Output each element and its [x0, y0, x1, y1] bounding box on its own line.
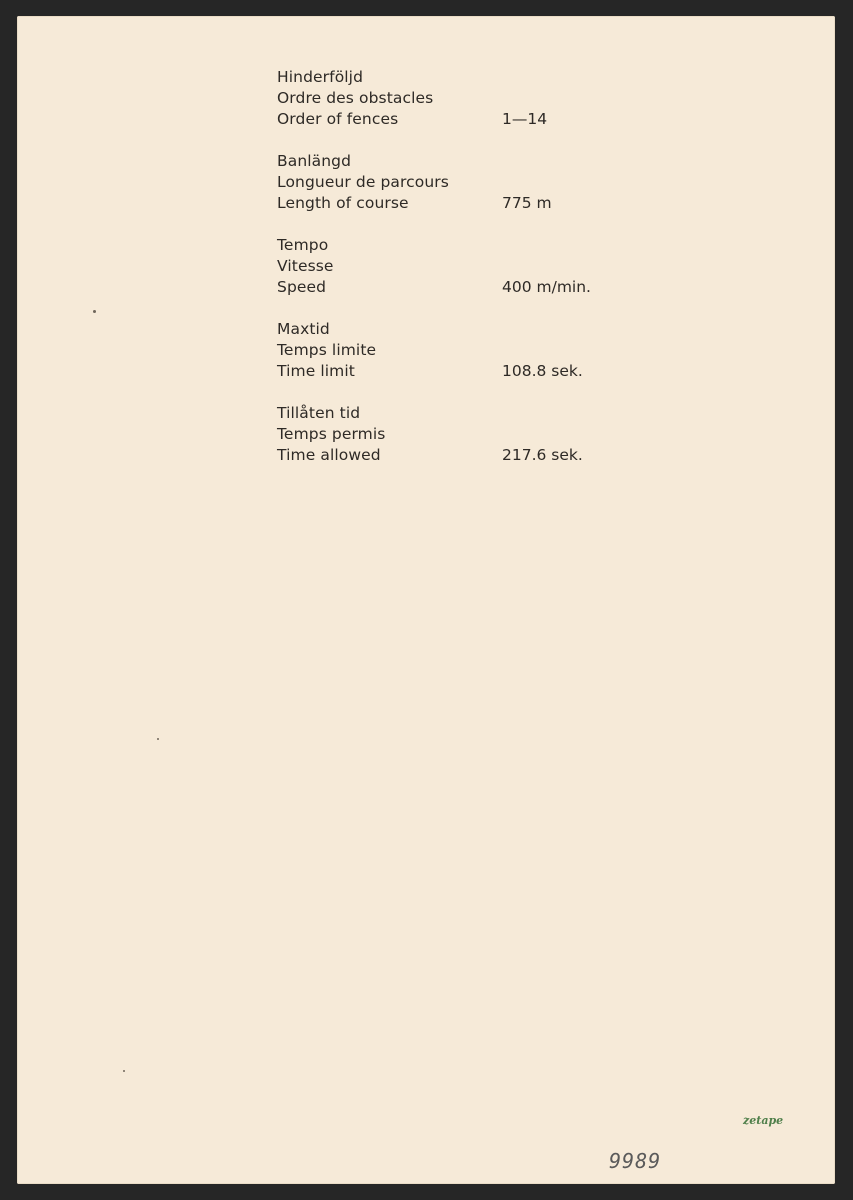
label-english: Length of course: [277, 194, 409, 212]
label-english: Speed: [277, 278, 327, 296]
paper-speck: [157, 738, 159, 740]
paper-speck: [123, 1070, 125, 1072]
handwritten-archive-number: 9989: [609, 1149, 662, 1173]
label-swedish: Maxtid: [277, 320, 330, 338]
value-length-of-course: 775 m: [502, 194, 552, 212]
label-french: Ordre des obstacles: [277, 89, 434, 107]
label-english: Time allowed: [277, 446, 381, 464]
label-swedish: Tempo: [277, 236, 329, 254]
label-english: Time limit: [277, 362, 355, 380]
value-time-allowed: 217.6 sek.: [502, 446, 583, 464]
label-swedish: Banlängd: [277, 152, 352, 170]
label-french: Longueur de parcours: [277, 173, 449, 191]
entry-time-allowed: [277, 403, 385, 466]
value-speed: 400 m/min.: [502, 278, 591, 296]
entry-time-limit: [277, 319, 376, 382]
value-order-of-fences: 1—14: [502, 110, 548, 128]
label-french: Temps limite: [277, 341, 377, 359]
label-swedish: Tillåten tid: [277, 404, 361, 422]
label-french: Temps permis: [277, 425, 386, 443]
paper-speck: [93, 310, 96, 313]
value-time-limit: 108.8 sek.: [502, 362, 583, 380]
label-english: Order of fences: [277, 110, 399, 128]
entry-speed: [277, 235, 334, 298]
label-swedish: Hinderföljd: [277, 68, 364, 86]
document-page: [17, 16, 835, 1184]
entry-length-of-course: [277, 151, 449, 214]
label-french: Vitesse: [277, 257, 334, 275]
entry-order-of-fences: [277, 67, 433, 130]
printer-mark: zetape: [743, 1114, 784, 1127]
